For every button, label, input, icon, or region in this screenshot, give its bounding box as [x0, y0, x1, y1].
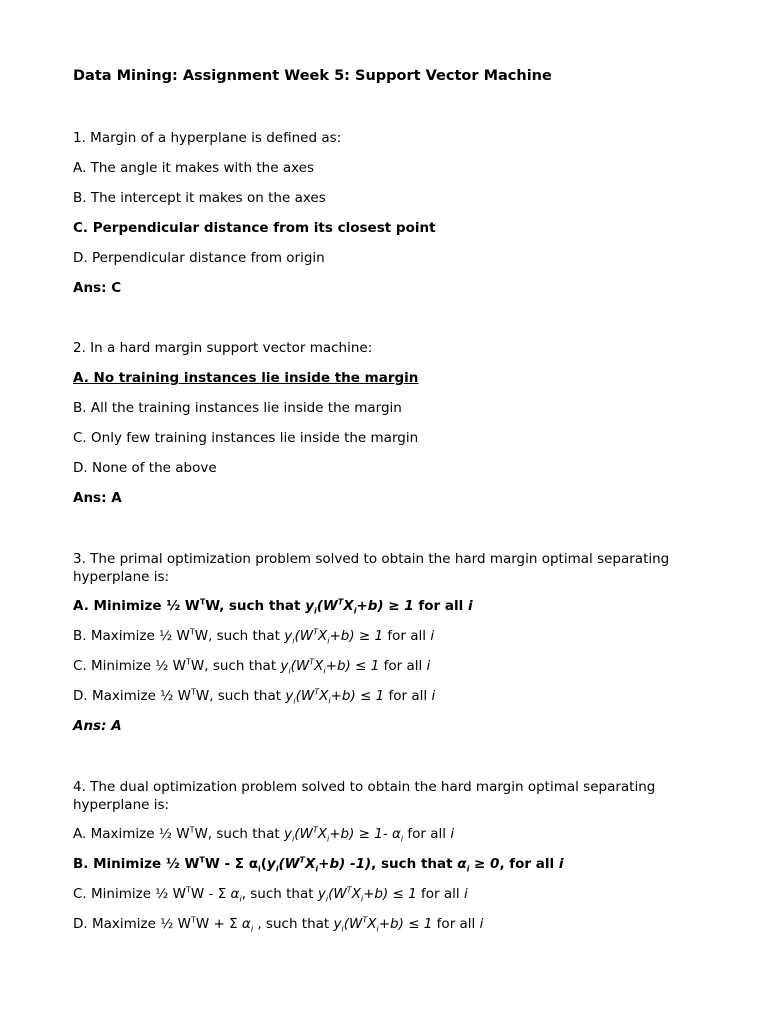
q3-option-d: D. Maximize ½ $W^TW$, such that $y_i(W^TX_i+b) \le 1$ for all i: [73, 687, 436, 706]
q1-question: 1. Margin of a hyperplane is defined as:: [73, 130, 342, 146]
q4-question: 4. The dual optimization problem solved to obtain the hard margin optimal separating hyperplane is:: [73, 779, 656, 813]
q3-question: 3. The primal optimization problem solved to obtain the hard margin optimal separating hyperplane is:: [73, 551, 670, 585]
q1-option-b: B. The intercept it makes on the axes: [73, 190, 326, 206]
q1-answer: Ans: C: [73, 280, 122, 296]
q3-answer: Ans: A: [73, 718, 122, 734]
q3-option-a: A. Minimize ½ $W^TW$, such that $y_i(W^TX_i+b) \ge 1$ for all i: [73, 597, 473, 616]
q1-option-d: D. Perpendicular distance from origin: [73, 250, 325, 266]
q4-option-a: A. Maximize ½ $W^TW$, such that $y_i(W^TX_i+b) \ge 1-$ $\alpha_i$ for all i: [73, 825, 455, 844]
q2-option-a: A. No training instances lie inside the margin: [73, 370, 419, 386]
q3-option-b: B. Maximize ½ $W^TW$, such that $y_i(W^TX_i+b) \ge 1$ for all i: [73, 627, 435, 646]
q2-option-d: D. None of the above: [73, 460, 217, 476]
q4-option-c: C. Minimize ½ $W^TW$ - Σ $\alpha_i$, such that $y_i(W^TX_i+b) \le 1$ for all i: [73, 885, 468, 904]
q4-option-b: B. Minimize ½ $W^TW$ - Σ $\alpha_i(y_i(W^TX_i+b)$ -1), such that $\alpha_i \ge 0$, for all i: [73, 855, 564, 874]
q2-option-c: C. Only few training instances lie inside the margin: [73, 430, 419, 446]
q3-option-c: C. Minimize ½ $W^TW$, such that $y_i(W^TX_i+b) \le 1$ for all i: [73, 657, 431, 676]
q4-option-d: D. Maximize ½ $W^TW + \Sigma$ $\alpha_i$ , such that $y_i(W^TX_i+b) \le 1$ for all i: [73, 915, 484, 934]
q2-option-b: B. All the training instances lie inside the margin: [73, 400, 402, 416]
q1-option-a: A. The angle it makes with the axes: [73, 160, 315, 176]
q2-answer: Ans: A: [73, 490, 122, 506]
q2-question: 2. In a hard margin support vector machine:: [73, 340, 373, 356]
q1-option-c: C. Perpendicular distance from its closest point: [73, 220, 436, 236]
document-title: Data Mining: Assignment Week 5: Support Vector Machine: [73, 68, 552, 84]
